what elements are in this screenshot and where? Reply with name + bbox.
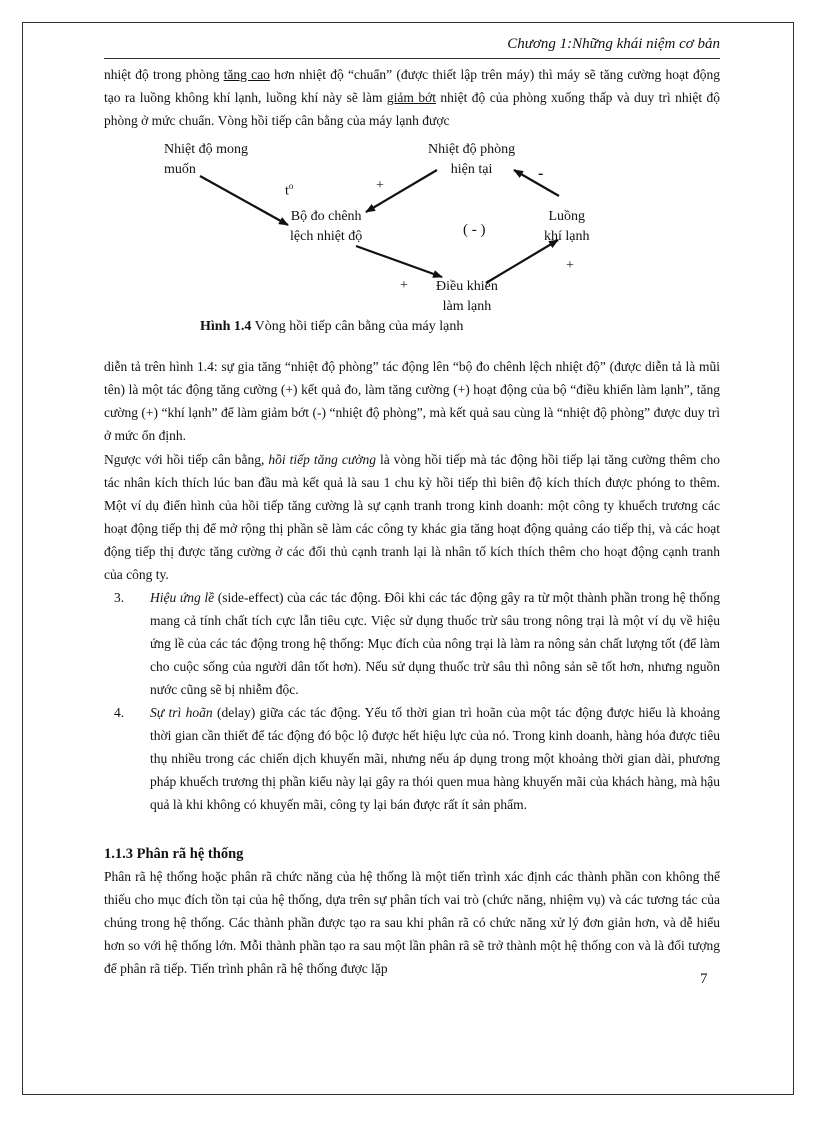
sign-flow-to-room: - bbox=[538, 165, 544, 182]
intro-text-1: nhiệt độ trong phòng bbox=[104, 67, 224, 82]
section-body: Phân rã hệ thống hoặc phân rã chức năng của hệ thống là một tiến trình xác định các thành phần con không thể thiếu cho mục đích tồn tại của hệ thống, dựa trên sự phân tích vai trò (chức năng, nhiệm vụ) và các tương tác của chúng trong hệ thống. Các thành phần được tạo ra sau khi phân rã có chức năng xử lý đơn giản hơn, và dễ hiểu hơn so với hệ thống lớn. Mỗi thành phần tạo ra sau một lần phân rã sẽ trở thành một hệ thống con và là đối tượng để phân rã tiếp. Tiến trình phân rã hệ thống được lặp bbox=[104, 869, 720, 976]
loop-sign-balancing: ( - ) bbox=[463, 222, 486, 238]
sign-measure-to-control: + bbox=[400, 278, 408, 293]
running-header: Chương 1:Những khái niệm cơ bản bbox=[507, 36, 720, 52]
underlined-decrease: giảm bớt bbox=[386, 90, 436, 105]
intro-text-2: hơn nhiệt độ “chuẩn” (được thiết lập trên máy) thì máy sẽ tăng cường hoạt động tạo ra luồng không khí lạnh, luồng khí này sẽ làm bbox=[104, 67, 720, 105]
list-number: 4. bbox=[114, 705, 125, 720]
paragraph-reinforcing: Ngược với hồi tiếp cân bằng, hồi tiếp tăng cường là vòng hồi tiếp mà tác động hồi tiếp lại tăng cường thêm cho tác nhân kích thích lúc ban đầu mà kết quả là sau 1 chu kỳ hồi tiếp thì biên độ kích thích được phóng to thêm. Một ví dụ điển hình của hồi tiếp tăng cường là sự cạnh tranh trong kinh doanh: một công ty khuếch trương các hoạt động tiếp thị để mở rộng thị phần sẽ làm các công ty khác gia tăng hoạt động quảng cáo tiếp thị, và các hoạt động tiếp thị được tăng cường ở các đối thủ cạnh tranh lại là nhân tố kích thích thêm cho hoạt động cạnh tranh của công ty. bbox=[104, 452, 720, 582]
paragraph-description: diễn tả trên hình 1.4: sự gia tăng “nhiệt độ phòng” tác động lên “bộ đo chênh lệch nhiệt độ” (được diễn tả là mũi tên) là một tác động tăng cường (+) kết quả đo, làm tăng cường (+) hoạt động của bộ “điều khiển làm lạnh”, tăng cường (+) “khí lạnh” để làm giảm bớt (-) “nhiệt độ phòng”, mà kết quả sau cùng là “nhiệt độ phòng” được duy trì ở mức ổn định. bbox=[104, 359, 720, 443]
figure-label: Hình 1.4 bbox=[200, 319, 252, 334]
term-delay: Sự trì hoãn bbox=[150, 705, 213, 720]
intro-paragraph bbox=[104, 63, 720, 132]
arrow-measure-to-control bbox=[356, 246, 442, 277]
figure-caption-text: Vòng hồi tiếp cân bằng của máy lạnh bbox=[251, 319, 464, 334]
feedback-loop-diagram bbox=[104, 140, 720, 340]
underlined-increase: tăng cao bbox=[223, 67, 270, 82]
node-cooling-control: Điều khiển làm lạnh bbox=[436, 279, 498, 314]
section-heading: 1.1.3 Phân rã hệ thống bbox=[104, 846, 244, 862]
header-rule bbox=[104, 58, 720, 59]
label-temperature: $t^o$ bbox=[285, 181, 294, 199]
arrow-flow-to-room bbox=[514, 170, 559, 196]
node-measure-difference: Bộ đo chênh lệch nhiệt độ bbox=[290, 209, 363, 244]
arrow-desired-to-measure bbox=[200, 176, 288, 225]
list-number: 3. bbox=[114, 590, 125, 605]
intro-text-3: nhiệt độ của phòng xuống thấp và duy trì nhiệt độ phòng ở mức chuẩn. Vòng hồi tiếp cân bằng của máy lạnh được bbox=[104, 90, 720, 128]
node-room-temperature: Nhiệt độ phòng hiện tại bbox=[428, 142, 516, 177]
page-number: 7 bbox=[700, 971, 708, 987]
list-item-side-effect: 3. Hiệu ứng lề (side-effect) của các tác động. Đôi khi các tác động gây ra từ một thành phần trong hệ thống mang cả tính chất tích cực lẫn tiêu cực. Việc sử dụng thuốc trừ sâu trong nông trại là một ví dụ về hiệu ứng lề của các tác động trong hệ thống: Mục đích của nông trại là làm ra nông sản chất lượng tốt (để làm cho cuộc sống của người dân tốt hơn). Nếu sử dụng thuốc trừ sâu thì nông sản sẽ tốt hơn, nhưng nguồn nước cũng sẽ bị nhiễm độc. bbox=[114, 586, 720, 701]
term-reinforcing-feedback: hồi tiếp tăng cường bbox=[268, 452, 376, 467]
term-side-effect: Hiệu ứng lề bbox=[150, 590, 215, 605]
sign-room-to-measure: + bbox=[376, 178, 384, 193]
sign-control-to-flow: + bbox=[566, 258, 574, 273]
node-cold-air-flow: Luồng khí lạnh bbox=[544, 209, 590, 244]
figure-caption bbox=[200, 319, 463, 335]
node-desired-temperature: Nhiệt độ mong muốn bbox=[164, 142, 248, 177]
list-item-delay: 4. Sự trì hoãn (delay) giữa các tác động. Yếu tố thời gian trì hoãn của một tác động được hiểu là khoảng thời gian cần thiết để tác động đó bộc lộ được hết hiệu lực của nó. Trong kinh doanh, hàng hóa được tiêu thụ nhiều trong các chiến dịch khuyến mãi, nhưng nếu áp dụng trong một khoảng thời gian dài, phương pháp khuếch trương thị phần kiểu này lại gây ra thói quen mua hàng khuyến mãi của khách hàng, mà hậu quả là khi không có khuyến mãi, công ty lại bán được rất ít sản phẩm. bbox=[114, 701, 720, 816]
